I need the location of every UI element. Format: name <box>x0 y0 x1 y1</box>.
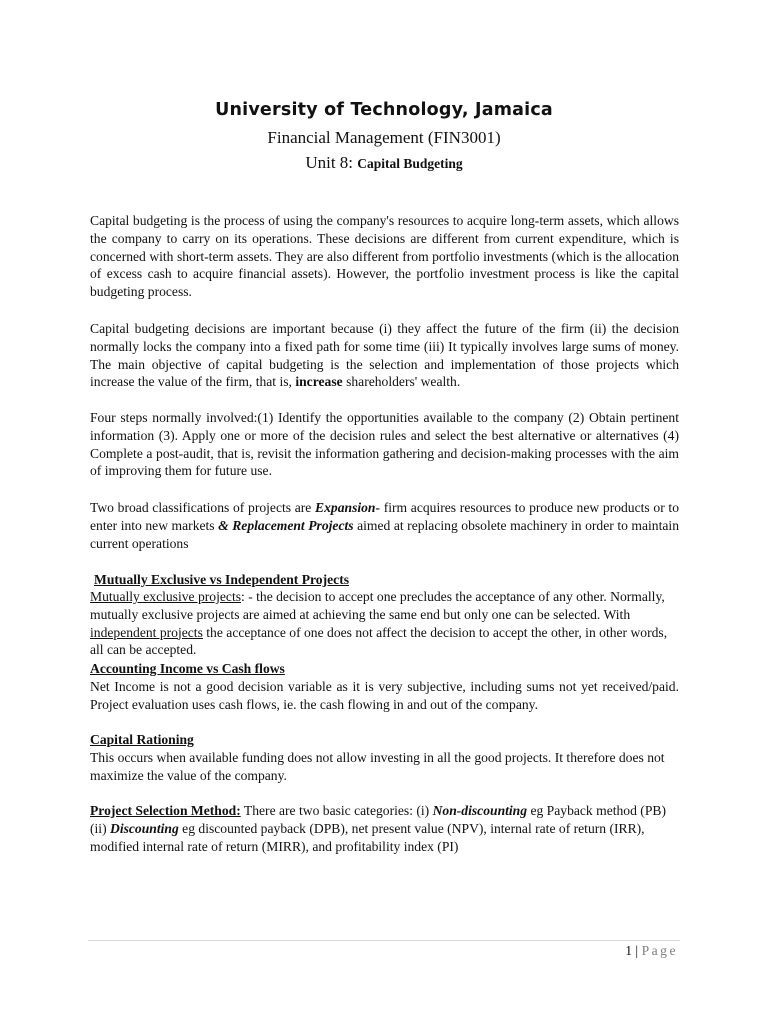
unit-heading <box>0 153 768 173</box>
importance-text-end: shareholders' wealth. <box>342 374 461 390</box>
importance-emphasis: increase <box>295 374 343 390</box>
unit-label: Unit 8: <box>305 153 354 172</box>
page-separator: | <box>635 943 639 958</box>
heading-mutually-exclusive-text: Mutually Exclusive vs Independent Projects <box>94 572 350 587</box>
mutually-exclusive-text-a: : - the decision to accept one precludes the acceptance of any other. Normally, mutually exclusive projects are aimed at achieving the same end but only one can be selected. With <box>90 589 665 622</box>
selection-text-b: eg Payback method (PB) (ii) <box>90 803 666 836</box>
heading-mutually-exclusive <box>94 571 683 589</box>
paragraph-steps: Four steps normally involved:(1) Identify the opportunities available to the company (2) Obtain pertinent information (3). Apply one or more of the decision rules and select the best alternative or alternatives (4) Complete a post-audit, that is, revisit the information gathering and decision-making processes with the aim of improving them for future use. <box>90 410 679 479</box>
page-footer <box>480 943 678 959</box>
classifications-text-c: aimed at replacing obsolete machinery in order to maintain current operations <box>90 517 679 551</box>
footer-divider <box>88 940 680 941</box>
replacement-term: & Replacement Projects <box>218 517 354 533</box>
selection-text-a: There are two basic categories: (i) <box>240 803 433 818</box>
classifications-text-a: Two broad classifications of projects are <box>90 500 316 515</box>
page-number: 1 <box>625 943 633 958</box>
heading-accounting-income <box>90 660 679 678</box>
heading-accounting-income-text: Accounting Income vs Cash flows <box>90 661 285 676</box>
paragraph-intro: Capital budgeting is the process of using the company's resources to acquire long-term assets, which allows the company to carry on its operations. These decisions are different from current expenditure, which is concerned with short-term assets. They are also different from portfolio investments (which is the allocation of excess cash to acquire financial assets). However, the portfolio investment process is like the capital budgeting process. <box>90 213 679 300</box>
mutually-exclusive-text-b: the acceptance of one does not affect the decision to accept the other, in other words, all can be accepted. <box>90 624 668 658</box>
discounting-term: Discounting <box>110 820 179 836</box>
paragraph-accounting-income: Net Income is not a good decision variable as it is very subjective, including sums not yet received/paid. Project evaluation uses cash flows, ie. the cash flowing in and out of the company. <box>90 679 679 712</box>
paragraph-classifications <box>90 499 679 552</box>
paragraph-mutually-exclusive <box>90 588 679 659</box>
unit-title: Capital Budgeting <box>357 156 463 171</box>
non-discounting-term: Non-discounting <box>432 803 528 818</box>
importance-text-start: Capital budgeting decisions are important because (i) they affect the future of the firm (ii) the decision normally locks the company into a fixed path for some time (iii) It typically involves large sums of money. The main objective of capital budgeting is the selection and implementation of those projects which increase the value of the firm, that is, <box>90 321 679 390</box>
paragraph-capital-rationing: This occurs when available funding does not allow investing in all the good projects. It therefore does not maximize the value of the company. <box>90 750 665 783</box>
independent-projects-term: independent projects <box>90 624 203 640</box>
classifications-text-b: firm acquires resources to produce new products or to enter into new markets <box>90 500 679 533</box>
institution-title: University of Technology, Jamaica <box>215 100 553 120</box>
expansion-term: Expansion- <box>315 500 381 515</box>
heading-capital-rationing-text: Capital Rationing <box>90 732 194 747</box>
mutually-exclusive-term: Mutually exclusive projects <box>90 589 242 604</box>
paragraph-importance <box>90 320 679 391</box>
course-title: Financial Management (FIN3001) <box>267 128 501 147</box>
paragraph-selection-method <box>90 802 679 855</box>
heading-capital-rationing <box>90 731 679 749</box>
selection-method-heading: Project Selection Method: <box>90 803 241 818</box>
selection-text-c: eg discounted payback (DPB), net present value (NPV), internal rate of return (IRR), modified internal rate of return (MIRR), and profitability index (PI) <box>90 820 645 854</box>
page-word: Page <box>641 943 678 958</box>
